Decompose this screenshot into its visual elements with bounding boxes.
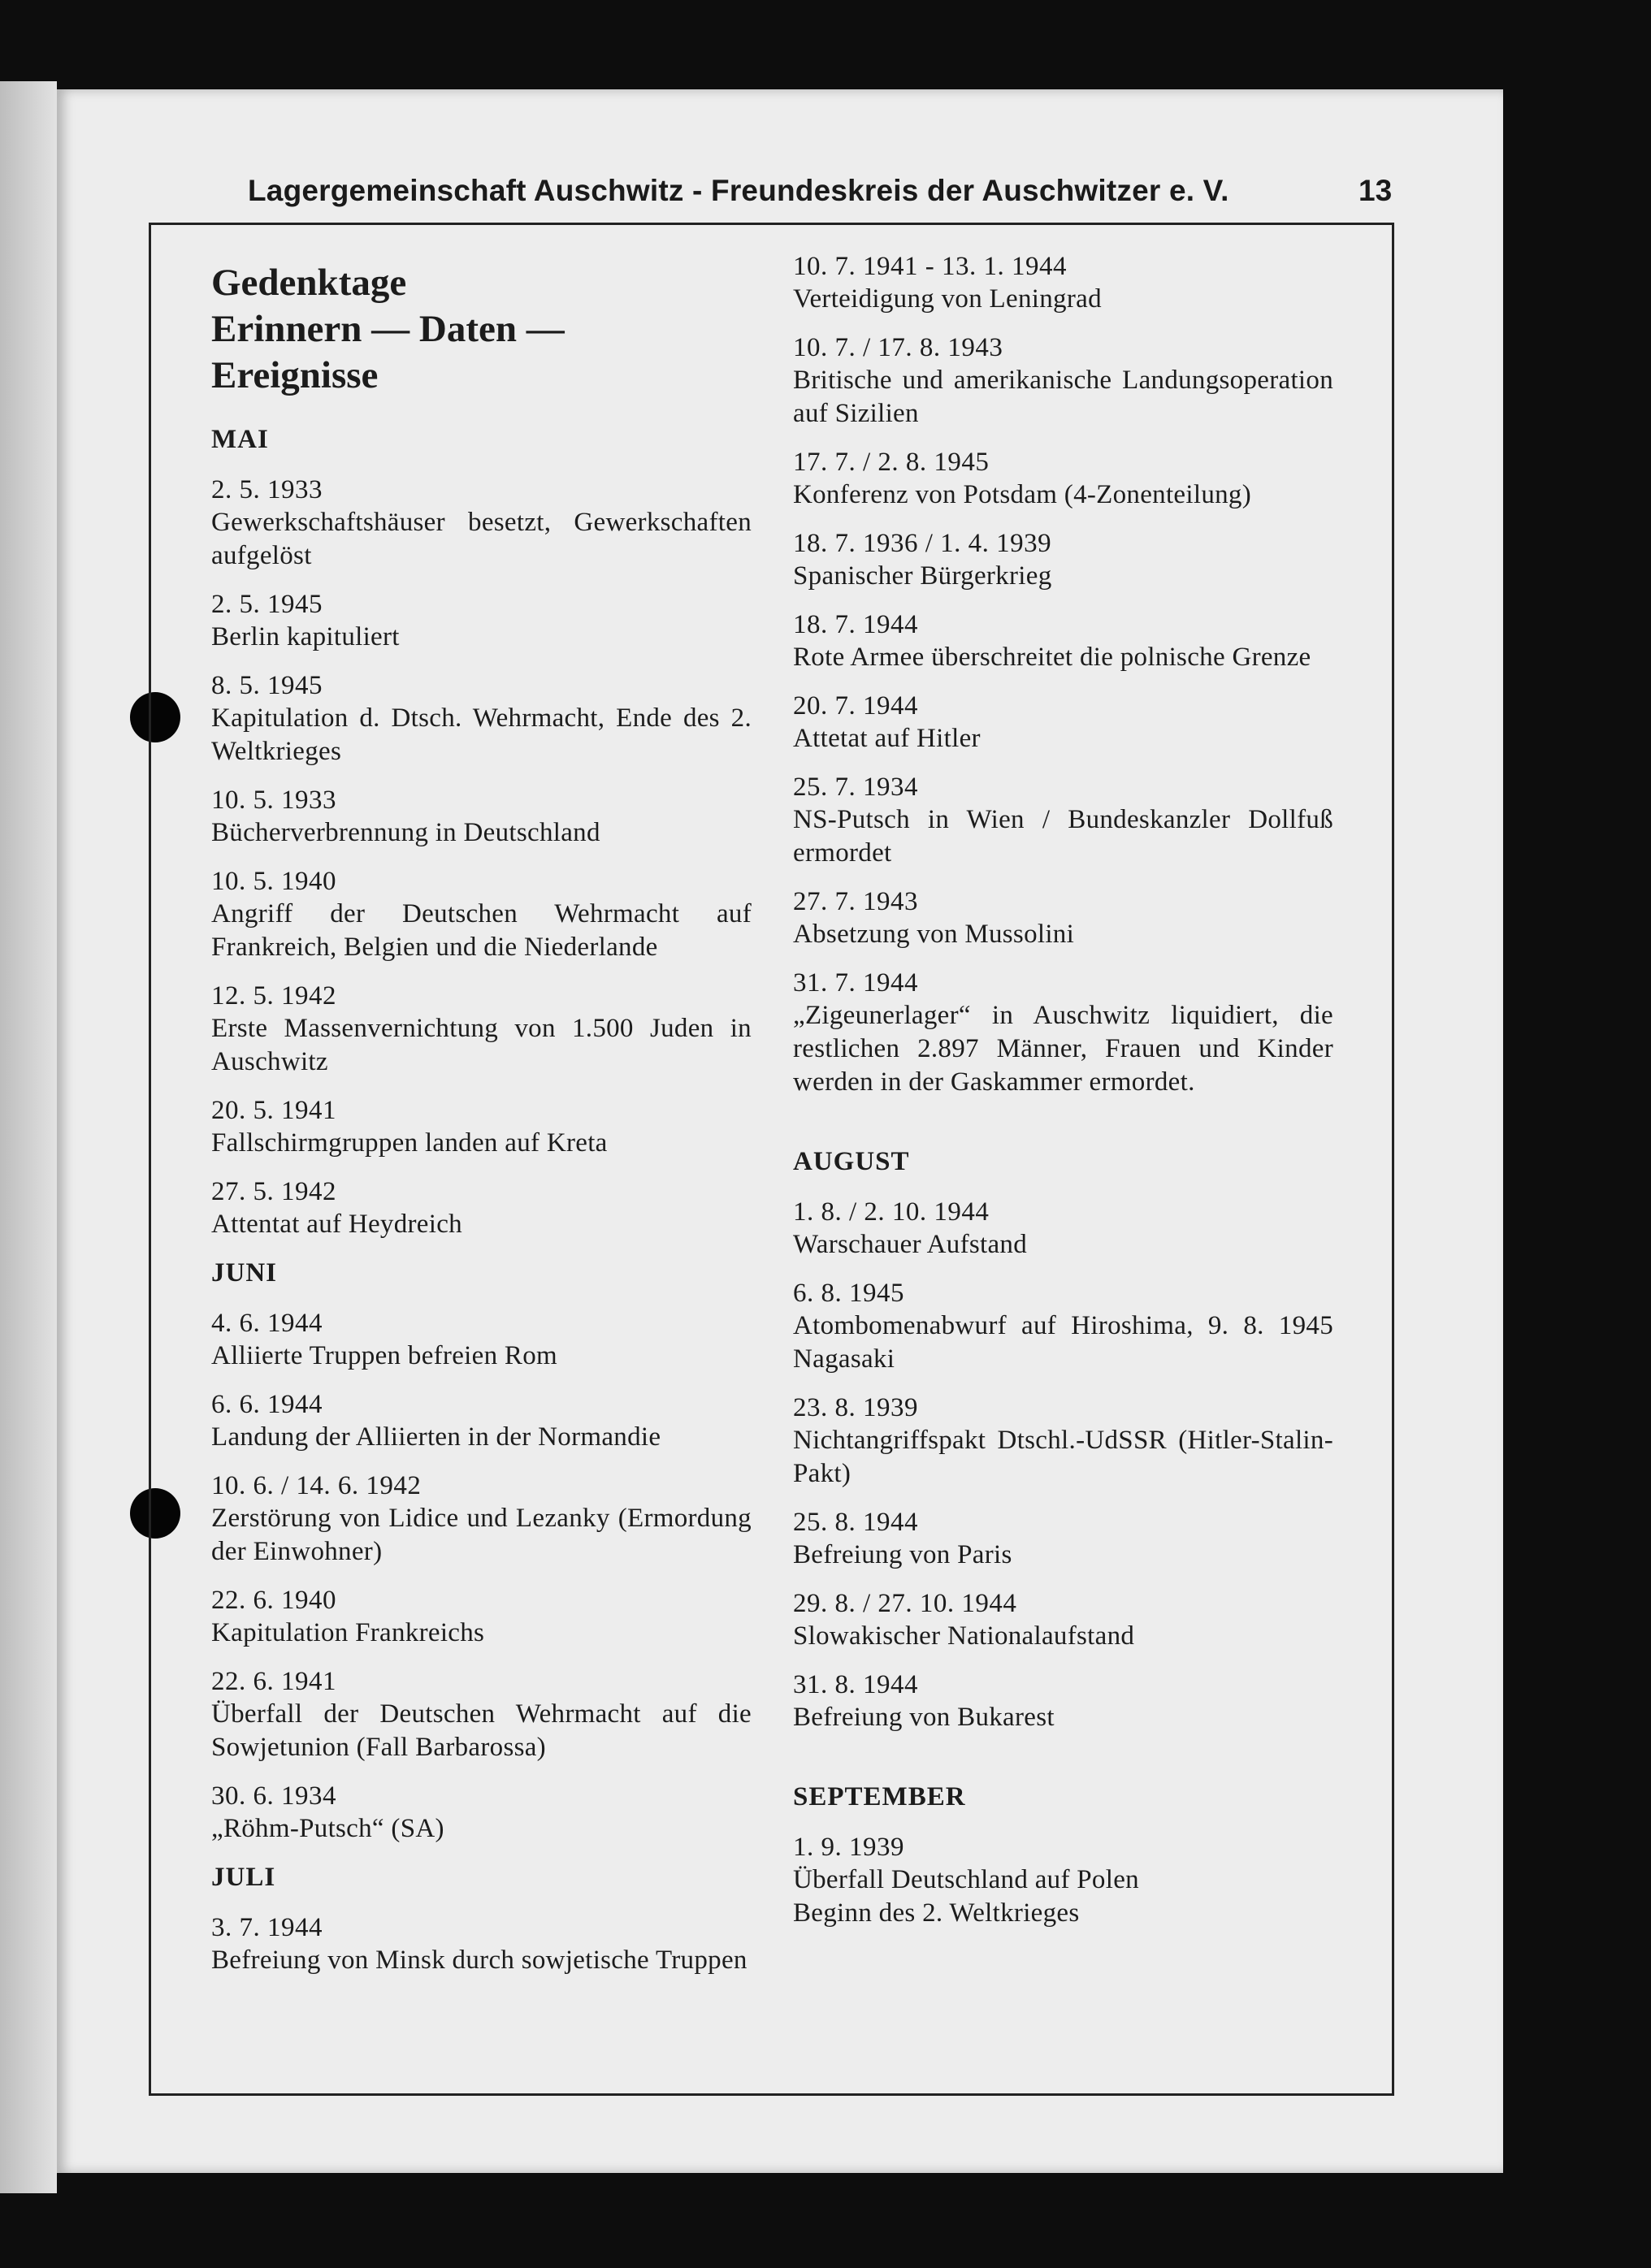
entry-date: 1. 8. / 2. 10. 1944: [793, 1197, 990, 1227]
month-heading: MAI: [211, 425, 269, 454]
entry-text: Berlin kapituliert: [211, 622, 400, 651]
entry-text: Erste Massenvernichtung von 1.500 Juden in Auschwitz: [211, 1014, 752, 1076]
timeline-entry: [793, 527, 1333, 593]
entry-text: Landung der Alliierten in der Normandie: [211, 1422, 661, 1452]
entry-date: 10. 6. / 14. 6. 1942: [211, 1471, 422, 1500]
article-title: [211, 260, 752, 399]
entry-text: Kapitulation d. Dtsch. Wehrmacht, Ende des 2. Weltkrieges: [211, 703, 752, 766]
entry-text: Slowakischer Nationalaufstand: [793, 1621, 1135, 1651]
entry-text: Attetat auf Hitler: [793, 724, 981, 753]
entry-date: 17. 7. / 2. 8. 1945: [793, 448, 990, 477]
title-line: Erinnern — Daten —: [211, 308, 565, 350]
timeline-entry: [211, 784, 752, 850]
timeline-entry: [793, 1196, 1333, 1262]
timeline-entry: [793, 1587, 1333, 1653]
title-line: Ereignisse: [211, 354, 379, 396]
entry-date: 30. 6. 1934: [211, 1781, 336, 1811]
entry-date: 23. 8. 1939: [793, 1393, 918, 1422]
section-gap: [793, 1115, 1333, 1145]
entry-text: Konferenz von Potsdam (4-Zonenteilung): [793, 480, 1252, 509]
entry-date: 10. 7. 1941 - 13. 1. 1944: [793, 252, 1067, 281]
entry-date: 31. 7. 1944: [793, 968, 918, 998]
entry-date: 29. 8. / 27. 10. 1944: [793, 1589, 1017, 1618]
entry-date: 3. 7. 1944: [211, 1913, 323, 1942]
timeline-entry: [211, 1307, 752, 1373]
timeline-entry: [793, 446, 1333, 512]
timeline-entry: [211, 669, 752, 768]
month-heading: SEPTEMBER: [793, 1782, 966, 1811]
entry-text: „Röhm-Putsch“ (SA): [211, 1814, 444, 1843]
timeline-entry: [793, 690, 1333, 755]
entry-text: Rote Armee überschreitet die polnische Grenze: [793, 643, 1311, 672]
timeline-entry: [793, 250, 1333, 316]
timeline-entry: [211, 1094, 752, 1160]
timeline-entry: [211, 1175, 752, 1241]
entry-text: NS-Putsch in Wien / Bundeskanzler Dollfuß ermordet: [793, 805, 1333, 868]
entry-text: Angriff der Deutschen Wehrmacht auf Frankreich, Belgien und die Niederlande: [211, 899, 752, 962]
entry-date: 18. 7. 1936 / 1. 4. 1939: [793, 529, 1052, 558]
entry-date: 10. 5. 1940: [211, 867, 336, 896]
entry-date: 8. 5. 1945: [211, 671, 323, 700]
entry-text: Warschauer Aufstand: [793, 1230, 1028, 1259]
entry-text: Kapitulation Frankreichs: [211, 1618, 485, 1647]
entry-text: Überfall Deutschland auf Polen Beginn des 2. Weltkrieges: [793, 1865, 1139, 1928]
timeline-entry: [793, 331, 1333, 431]
timeline-entry: [793, 1506, 1333, 1572]
entry-date: 27. 7. 1943: [793, 887, 918, 916]
entry-text: Absetzung von Mussolini: [793, 920, 1075, 949]
entry-date: 12. 5. 1942: [211, 981, 336, 1011]
timeline-entry: [793, 608, 1333, 674]
entry-text: Befreiung von Minsk durch sowjetische Truppen: [211, 1946, 748, 1975]
timeline-entry: [211, 1584, 752, 1650]
entry-date: 2. 5. 1933: [211, 475, 323, 504]
right-sections: [793, 250, 1333, 1930]
month-heading: AUGUST: [793, 1147, 910, 1176]
timeline-entry: [793, 1831, 1333, 1930]
entry-date: 20. 7. 1944: [793, 691, 918, 721]
entry-date: 6. 6. 1944: [211, 1390, 323, 1419]
timeline-entry: [211, 865, 752, 964]
timeline-entry: [793, 1392, 1333, 1491]
entry-date: 22. 6. 1941: [211, 1667, 336, 1696]
timeline-entry: [211, 1469, 752, 1569]
entry-text: „Zigeunerlager“ in Auschwitz liquidiert, die restlichen 2.897 Männer, Frauen und Kinder werden in der Gaskammer ermordet.: [793, 1001, 1333, 1097]
entry-text: Befreiung von Bukarest: [793, 1703, 1055, 1732]
entry-text: Attentat auf Heydreich: [211, 1210, 462, 1239]
timeline-entry: [211, 1388, 752, 1454]
entry-date: 22. 6. 1940: [211, 1586, 336, 1615]
entry-text: Zerstörung von Lidice und Lezanky (Ermordung der Einwohner): [211, 1504, 752, 1566]
timeline-entry: [793, 967, 1333, 1099]
title-line: Gedenktage: [211, 262, 407, 304]
entry-date: 10. 5. 1933: [211, 786, 336, 815]
timeline-entry: [793, 1277, 1333, 1376]
entry-text: Fallschirmgruppen landen auf Kreta: [211, 1128, 608, 1158]
entry-date: 6. 8. 1945: [793, 1279, 904, 1308]
timeline-entry: [211, 588, 752, 654]
entry-text: Alliierte Truppen befreien Rom: [211, 1341, 558, 1370]
entry-text: Verteidigung von Leningrad: [793, 284, 1102, 314]
timeline-entry: [211, 980, 752, 1079]
section-gap: [793, 1750, 1333, 1781]
timeline-entry: [793, 771, 1333, 870]
month-heading: JUNI: [211, 1258, 278, 1288]
entry-text: Spanischer Bürgerkrieg: [793, 561, 1052, 591]
entry-date: 31. 8. 1944: [793, 1670, 918, 1699]
entry-date: 25. 8. 1944: [793, 1508, 918, 1537]
month-heading: JULI: [211, 1863, 276, 1892]
timeline-entry: [211, 1665, 752, 1764]
timeline-entry: [211, 474, 752, 573]
entry-date: 20. 5. 1941: [211, 1096, 336, 1125]
entry-date: 27. 5. 1942: [211, 1177, 336, 1206]
entry-date: 2. 5. 1945: [211, 590, 323, 619]
right-column: [793, 250, 1333, 1946]
entry-text: Atombomenabwurf auf Hiroshima, 9. 8. 1945 Nagasaki: [793, 1311, 1333, 1374]
entry-date: 18. 7. 1944: [793, 610, 918, 639]
entry-text: Britische und amerikanische Landungsoperation auf Sizilien: [793, 366, 1333, 428]
left-column: [211, 250, 752, 1993]
entry-date: 4. 6. 1944: [211, 1309, 323, 1338]
entry-date: 25. 7. 1934: [793, 773, 918, 802]
left-sections: [211, 423, 752, 1977]
timeline-entry: [211, 1911, 752, 1977]
page-number: 13: [1358, 174, 1393, 207]
entry-text: Gewerkschaftshäuser besetzt, Gewerkschaften aufgelöst: [211, 508, 752, 570]
timeline-entry: [793, 885, 1333, 951]
running-header: Lagergemeinschaft Auschwitz - Freundeskreis der Auschwitzer e. V.: [248, 174, 1229, 207]
facing-page-edge: [0, 81, 57, 2193]
timeline-entry: [793, 1669, 1333, 1734]
timeline-entry: [211, 1780, 752, 1846]
entry-text: Nichtangriffspakt Dtschl.-UdSSR (Hitler-Stalin-Pakt): [793, 1426, 1333, 1488]
entry-text: Bücherverbrennung in Deutschland: [211, 818, 600, 847]
entry-date: 10. 7. / 17. 8. 1943: [793, 333, 1003, 362]
entry-date: 1. 9. 1939: [793, 1833, 904, 1862]
entry-text: Befreiung von Paris: [793, 1540, 1012, 1569]
entry-text: Überfall der Deutschen Wehrmacht auf die Sowjetunion (Fall Barbarossa): [211, 1699, 752, 1762]
